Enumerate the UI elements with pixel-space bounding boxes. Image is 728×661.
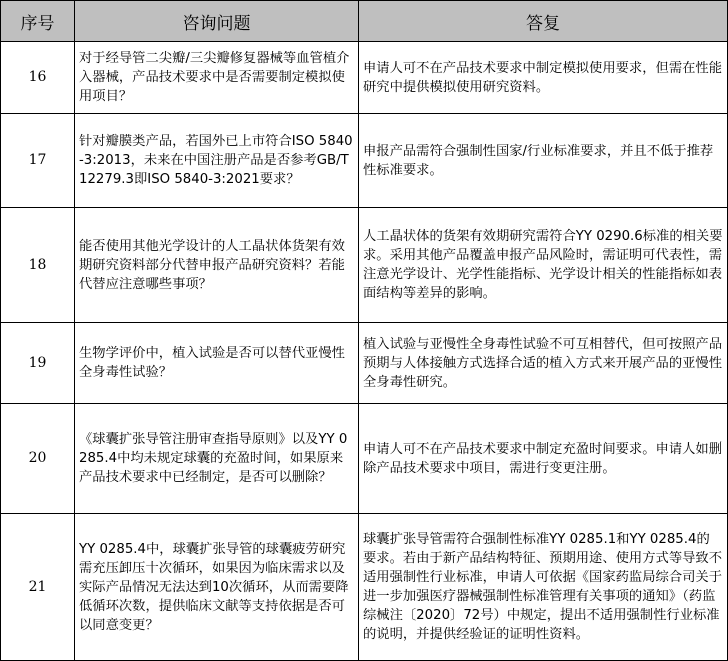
row-question: 针对瓣膜类产品，若国外已上市符合ISO 5840-3:2013，未来在中国注册产品是否参考GB/T 12279.3即ISO 5840-3:2021要求？ (75, 114, 359, 208)
table-row (1, 208, 728, 323)
table-row (1, 323, 728, 404)
header-question: 咨询问题 (75, 1, 359, 42)
row-answer: 植入试验与亚慢性全身毒性试验不可互相替代，但可按照产品预期与人体接触方式选择合适的植入方式来开展产品的亚慢性全身毒性研究。 (359, 323, 728, 404)
row-question: 对于经导管二尖瓣/三尖瓣修复器械等血管植介入器械，产品技术要求中是否需要制定模拟使用项目？ (75, 42, 359, 114)
table-row (1, 514, 728, 661)
row-answer: 申请人可不在产品技术要求中制定充盈时间要求。申请人如删除产品技术要求中项目，需进行变更注册。 (359, 404, 728, 514)
row-answer: 球囊扩张导管需符合强制性标准YY 0285.1和YY 0285.4的要求。若由于新产品结构特征、预期用途、使用方式等导致不适用强制性行业标准，申请人可依据《国家药监局综合司关于进一步加强医疗器械强制性标准管理有关事项的通知》（药监综械注〔2020〕72号）中规定，提出不适用强制性行业标准的说明，并提供经验证的证明性资料。 (359, 514, 728, 661)
table-row (1, 42, 728, 114)
row-question: 生物学评价中，植入试验是否可以替代亚慢性全身毒性试验？ (75, 323, 359, 404)
row-number: 21 (1, 514, 75, 661)
header-answer: 答复 (359, 1, 728, 42)
row-number: 19 (1, 323, 75, 404)
row-answer: 申报产品需符合强制性国家/行业标准要求，并且不低于推荐性标准要求。 (359, 114, 728, 208)
row-answer: 人工晶状体的货架有效期研究需符合YY 0290.6标准的相关要求。采用其他产品覆盖申报产品风险时，需证明可代表性，需注意光学设计、光学性能指标、光学设计相关的性能指标如表面结构等差异的影响。 (359, 208, 728, 323)
row-number: 20 (1, 404, 75, 514)
row-number: 18 (1, 208, 75, 323)
table-row (1, 114, 728, 208)
row-number: 17 (1, 114, 75, 208)
table-row (1, 404, 728, 514)
header-number: 序号 (1, 1, 75, 42)
row-question: 能否使用其他光学设计的人工晶状体货架有效期研究资料部分代替申报产品研究资料？若能代替应注意哪些事项？ (75, 208, 359, 323)
header-row (1, 1, 728, 42)
row-number: 16 (1, 42, 75, 114)
row-question: YY 0285.4中，球囊扩张导管的球囊疲劳研究需充压卸压十次循环，如果因为临床需求以及实际产品情况无法达到10次循环，从而需要降低循环次数，提供临床文献等支持依据是否可以同意变更？ (75, 514, 359, 661)
row-question: 《球囊扩张导管注册审查指导原则》以及YY 0285.4中均未规定球囊的充盈时间，如果原来产品技术要求中已经制定，是否可以删除？ (75, 404, 359, 514)
row-answer: 申请人可不在产品技术要求中制定模拟使用要求，但需在性能研究中提供模拟使用研究资料。 (359, 42, 728, 114)
